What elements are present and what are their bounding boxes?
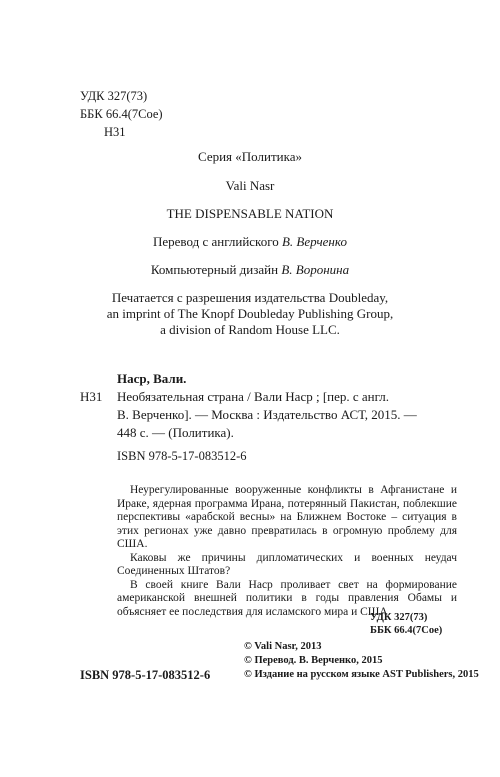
copyright-line-3: © Издание на русском языке AST Publishers, 2015 [244, 668, 479, 680]
permission-line-2: an imprint of The Knopf Doubleday Publishing Group, [106, 306, 394, 321]
catalog-isbn: ISBN 978-5-17-083512-6 [117, 449, 247, 463]
catalog-line-2: В. Верченко]. — Москва : Издательство АСТ, 2015. — [117, 407, 417, 422]
permission-line-3: a division of Random House LLC. [160, 322, 340, 337]
udk-code: УДК 327(73) [80, 89, 148, 103]
copyright-line-1: © Vali Nasr, 2013 [244, 641, 322, 652]
catalog-heading: Наср, Вали. [117, 371, 187, 386]
abstract [117, 484, 457, 619]
author-name: Vali Nasr [225, 178, 275, 193]
permission-line-1: Печатается с разрешения издательства Doubleday, [111, 290, 389, 305]
abstract-paragraph-2: Каковы же причины дипломатических и военных неудач Соединенных Штатов? [117, 551, 457, 577]
translator-name: В. Верченко [281, 234, 347, 249]
footer-isbn: ISBN 978-5-17-083512-6 [80, 668, 211, 682]
translation-label: Перевод с английского [153, 234, 282, 249]
bbk-code-right: ББК 66.4(7Сое) [370, 625, 443, 636]
classification-codes-right [370, 611, 442, 637]
classification-codes [80, 87, 163, 141]
catalog-author-code: Н31 [80, 389, 103, 404]
bbk-code: ББК 66.4(7Сое) [80, 107, 163, 121]
translation-credit [0, 234, 500, 250]
series-line: Серия «Политика» [198, 149, 302, 164]
design-credit [0, 262, 500, 278]
design-label: Компьютерный дизайн [150, 262, 282, 277]
copyright-line-2: © Перевод. В. Верченко, 2015 [244, 654, 383, 666]
abstract-paragraph-3: В своей книге Вали Наср проливает свет на формирование американской внешней политики в годы правления Обамы и объясняет ее последствия для исламского мира и США. [117, 578, 457, 618]
copyright-block [244, 640, 479, 681]
author-code: Н31 [104, 125, 126, 139]
abstract-paragraph-1: Неурегулированные вооруженные конфликты в Афганистане и Ираке, ядерная программа Ирана, потерянный Пакистан, поблекшие перспективы «арабской весны» на Ближнем Востоке – ситуация в этих регионах уже давно превратилась в огромную проблему для США. [117, 484, 457, 550]
catalog-line-3: 448 с. — (Политика). [117, 425, 234, 440]
original-title: THE DISPENSABLE NATION [166, 206, 334, 221]
udk-code-right: УДК 327(73) [370, 612, 428, 623]
catalog-line-1: Необязательная страна / Вали Наср ; [пер. с англ. [117, 389, 390, 404]
designer-name: В. Воронина [281, 262, 350, 277]
